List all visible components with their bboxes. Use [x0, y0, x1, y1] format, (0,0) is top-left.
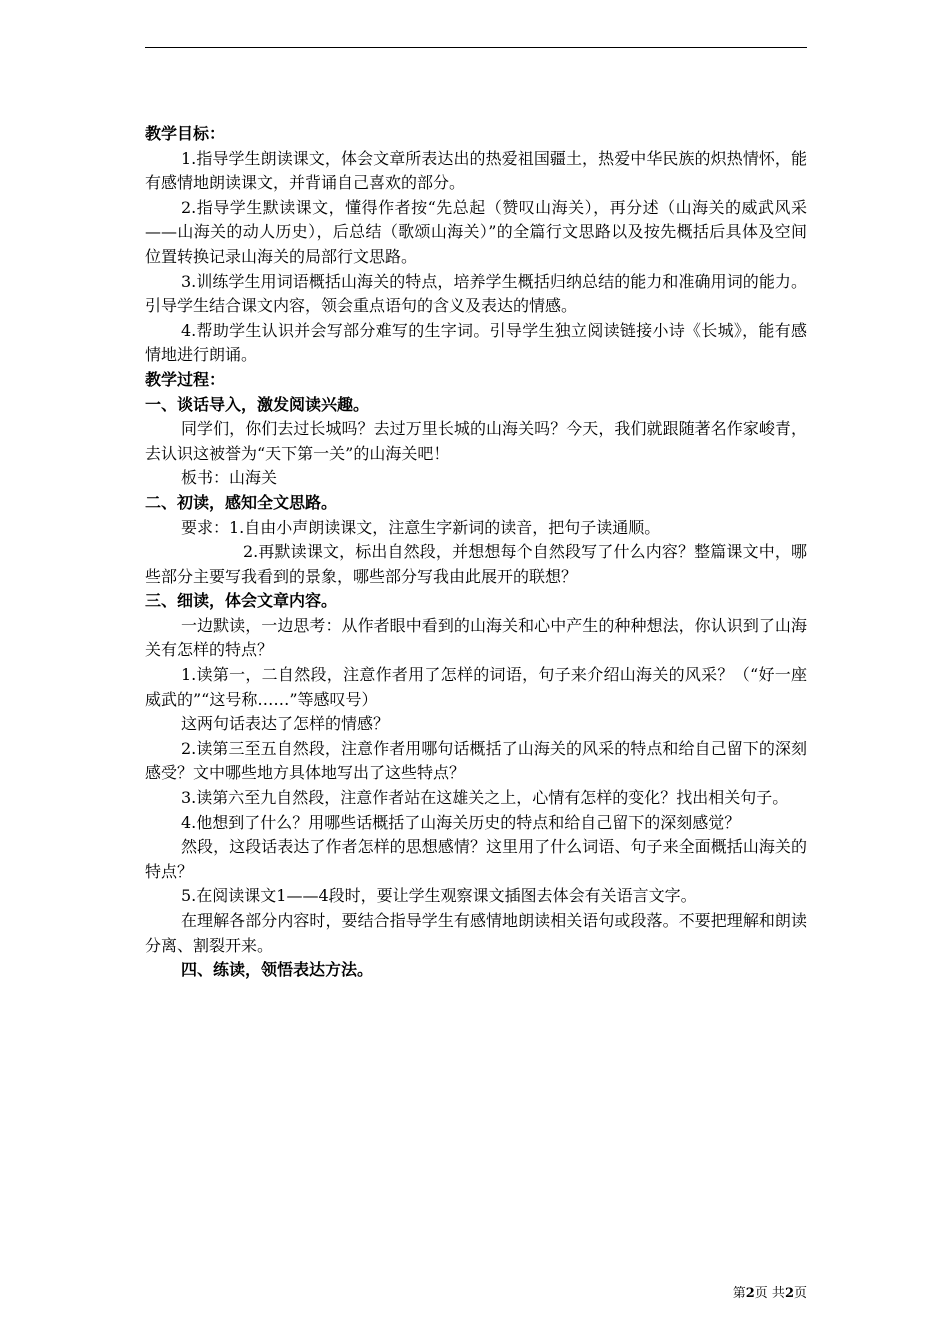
goal-4: 4.帮助学生认识并会写部分难写的生字词。引导学生独立阅读链接小诗《长城》，能有感情地进行朗诵。: [145, 320, 807, 365]
section-3-heading: 三、细读，体会文章内容。: [145, 591, 338, 611]
current-page-number: 2: [745, 1286, 755, 1301]
section-1-heading: 一、谈话导入，激发阅读兴趣。: [145, 394, 370, 414]
goal-3: 3.训练学生用词语概括山海关的特点，培养学生概括归纳总结的能力和准确用词的能力。引导学生结合课文内容，领会重点语句的含义及表达的情感。: [145, 271, 807, 316]
goals-heading: 教学目标：: [145, 124, 226, 143]
section-3-paragraph: 2.读第三至五自然段，注意作者用哪句话概括了山海关的风采的特点和给自己留下的深刻感受？文中哪些地方具体地写出了这些特点？: [145, 738, 807, 783]
section-3-paragraph: 5.在阅读课文1——4段时，要让学生观察课文插图去体会有关语言文字。: [181, 886, 697, 906]
section-3-paragraph: 然段，这段话表达了作者怎样的思想感情？这里用了什么词语、句子来全面概括山海关的特点？: [145, 837, 807, 881]
total-page-count: 2: [784, 1286, 794, 1301]
requirement-2: 2.再默读课文，标出自然段，并想想每个自然段写了什么内容？整篇课文中，哪些部分主要写我看到的景象，哪些部分写我由此展开的联想？: [145, 542, 807, 586]
footer-suffix: 页: [793, 1286, 807, 1301]
process-heading: 教学过程：: [145, 369, 226, 389]
section-4-heading: 四、练读，领悟表达方法。: [181, 960, 374, 980]
section-3-paragraph: 3.读第六至九自然段，注意作者站在这雄关之上，心情有怎样的变化？找出相关句子。: [181, 788, 789, 808]
section-1-paragraph: 同学们，你们去过长城吗？去过万里长城的山海关吗？今天，我们就跟随著名作家峻青，去认识这被誉为“天下第一关”的山海关吧！: [145, 419, 807, 463]
goal-1: 1.指导学生朗读课文，体会文章所表达出的热爱祖国疆土，热爱中华民族的炽热情怀，能有感情地朗读课文，并背诵自己喜欢的部分。: [145, 148, 807, 193]
footer-middle: 页 共: [754, 1286, 785, 1301]
document-body: [145, 122, 807, 983]
goal-2: 2.指导学生默读课文，懂得作者按“先总起（赞叹山海关），再分述（山海关的威武风采——山海关的动人历史），后总结（歌颂山海关）”的全篇行文思路以及按先概括后具体及空间位置转换记录山海关的局部行文思路。: [145, 197, 807, 266]
section-2-heading: 二、初读，感知全文思路。: [145, 492, 338, 512]
header-rule: [145, 47, 807, 48]
section-3-paragraph: 1.读第一，二自然段，注意作者用了怎样的词语，句子来介绍山海关的风采？（“好一座威武的”“这号称……”等感叹号）: [145, 665, 807, 709]
section-3-paragraph: 一边默读，一边思考：从作者眼中看到的山海关和心中产生的种种想法，你认识到了山海关有怎样的特点？: [145, 615, 807, 660]
section-3-paragraph: 这两句话表达了怎样的情感？: [181, 714, 390, 734]
page-footer: [600, 1286, 807, 1302]
section-3-paragraph: 4.他想到了什么？用哪些话概括了山海关历史的特点和给自己留下的深刻感觉？: [181, 812, 741, 832]
requirement-1: 要求：1.自由小声朗读课文，注意生字新词的读音，把句子读通顺。: [181, 517, 661, 537]
footer-prefix: 第: [732, 1286, 746, 1301]
section-3-paragraph: 在理解各部分内容时，要结合指导学生有感情地朗读相关语句或段落。不要把理解和朗读分离、割裂开来。: [145, 911, 807, 955]
blackboard-note: 板书：山海关: [181, 468, 278, 488]
